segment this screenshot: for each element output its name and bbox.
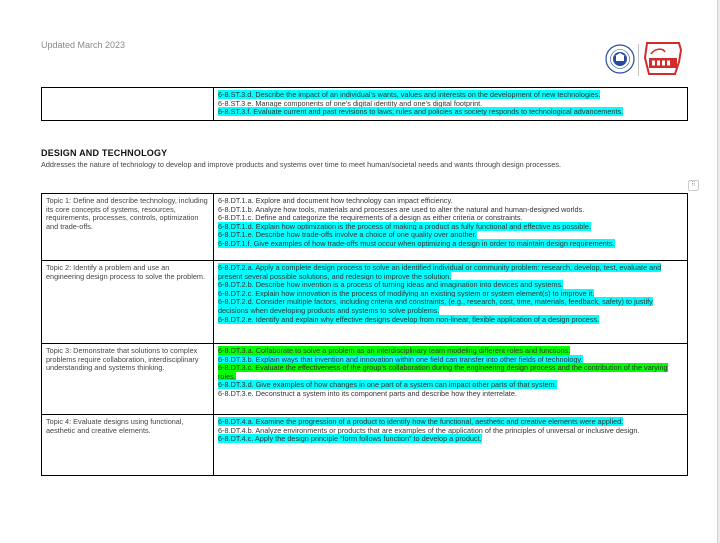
standard-text: 6-8.DT.2.a. Apply a complete design process to solve an identified individual or community problem: research, develop, test, evaluate and present several possible solutions, and redesign to improve the solution. (218, 263, 662, 281)
top-standards-table (41, 87, 688, 121)
standard-text: 6-8.DT.4.c. Apply the design principle “form follows function” to develop a product. (218, 434, 482, 444)
ohio-step-logo (641, 40, 685, 78)
section-title: DESIGN AND TECHNOLOGY (41, 148, 168, 158)
standard-line (218, 108, 683, 117)
standard-text: 6-8.ST.3.e. Manage components of one’s digital identity and one’s digital footprint. (218, 98, 483, 108)
standard-line (218, 390, 683, 399)
table-row (42, 88, 688, 121)
standard-text: 6-8.DT.1.b. Analyze how tools, materials and processes are used to alter the natural and human-designed worlds. (218, 204, 585, 214)
standard-text: 6-8.DT.1.a. Explore and document how technology can impact efficiency. (218, 196, 453, 205)
standard-line (218, 435, 683, 444)
table-row (42, 415, 688, 476)
standard-text: 6-8.DT.1.e. Describe how trade-offs involve a choice of one quality over another. (218, 230, 477, 240)
standard-line (218, 264, 683, 281)
drag-handle-icon[interactable]: ⠿ (688, 180, 699, 191)
topic-cell: Topic 2: Identify a problem and use an engineering design process to solve the problem. (42, 261, 214, 344)
standard-text: 6-8.DT.4.b. Analyze environments or products that are examples of the application of the principles of universal or inclusive design. (218, 425, 640, 435)
standard-text: 6-8.DT.3.b. Explain ways that invention and innovation within one field can transfer into other fields of technology. (218, 354, 583, 364)
table-row (42, 344, 688, 415)
logo-divider (638, 44, 639, 76)
table-row (42, 194, 688, 261)
standard-text: 6-8.DT.2.e. Identify and explain why effective designs develop from non-linear, flexible application of a design process. (218, 314, 600, 324)
section-description: Addresses the nature of technology to develop and improve products and systems over time to meet human/societal needs and wants through design processes. (41, 160, 561, 169)
standard-text: 6-8.DT.2.b. Describe how invention is a process of turning ideas and imagination into devices and systems. (218, 280, 564, 290)
standard-text: 6-8.DT.1.c. Define and categorize the requirements of a design as either criteria or constraints. (218, 213, 523, 223)
standard-text: 6-8.DT.2.d. Consider multiple factors, including criteria and constraints, (e.g., research, cost, time, materials, feedback, safety) to justify decisions when developing products and systems to solve problems. (218, 297, 653, 316)
standards-cell (214, 344, 688, 415)
standards-cell (214, 88, 688, 121)
standard-text: 6-8.DT.3.c. Evaluate the effectiveness of the group’s collaboration during the engineering design process and the contribution of the varying roles. (218, 363, 668, 381)
topic-cell: Topic 4: Evaluate designs using functional, aesthetic and creative elements. (42, 415, 214, 476)
topic-cell: Topic 1: Define and describe technology, including its core concepts of systems, resources, requirements, processes, controls, optimization and trade-offs. (42, 194, 214, 261)
standard-line (218, 298, 683, 315)
topic-cell: Topic 3: Demonstrate that solutions to complex problems require collaboration, interdisciplinary understanding and systems thinking. (42, 344, 214, 415)
standards-cell (214, 261, 688, 344)
design-technology-table (41, 193, 688, 476)
topic-cell (42, 88, 214, 121)
standard-text: 6-8.ST.3.f. Evaluate current and past revisions to laws, rules and policies as society responds to technological advancements. (218, 107, 624, 117)
standard-line (218, 240, 683, 249)
table-row (42, 261, 688, 344)
standard-text: 6-8.DT.1.d. Explain how optimization is the process of making a product as fully functional and effective as possible. (218, 221, 592, 231)
standards-cell (214, 415, 688, 476)
standard-text: 6-8.DT.3.d. Give examples of how changes in one part of a system can impact other parts of that system. (218, 380, 557, 390)
standard-text: 6-8.DT.4.a. Examine the progression of a product to identify how the functional, aesthetic and creative elements were applied. (218, 417, 624, 426)
standard-text: 6-8.DT.3.e. Deconstruct a system into its component parts and describe how they interrelate. (218, 389, 517, 399)
standard-line (218, 316, 683, 325)
updated-date: Updated March 2023 (41, 40, 126, 50)
standard-text: 6-8.DT.1.f. Give examples of how trade-offs must occur when optimizing a design in order to maintain design requirements. (218, 239, 615, 249)
standard-text: 6-8.ST.3.d. Describe the impact of an individual’s wants, values and interests on the development of new technologies. (218, 90, 601, 99)
standard-text: 6-8.DT.2.c. Explain how innovation is the process of modifying an existing system or system element(s) to improve it. (218, 288, 595, 298)
standards-cell (214, 194, 688, 261)
seal-logo (605, 44, 635, 74)
standard-text: 6-8.DT.3.a. Collaborate to solve a problem as an interdisciplinary team modeling different roles and functions. (218, 346, 571, 355)
standard-line (218, 364, 683, 381)
